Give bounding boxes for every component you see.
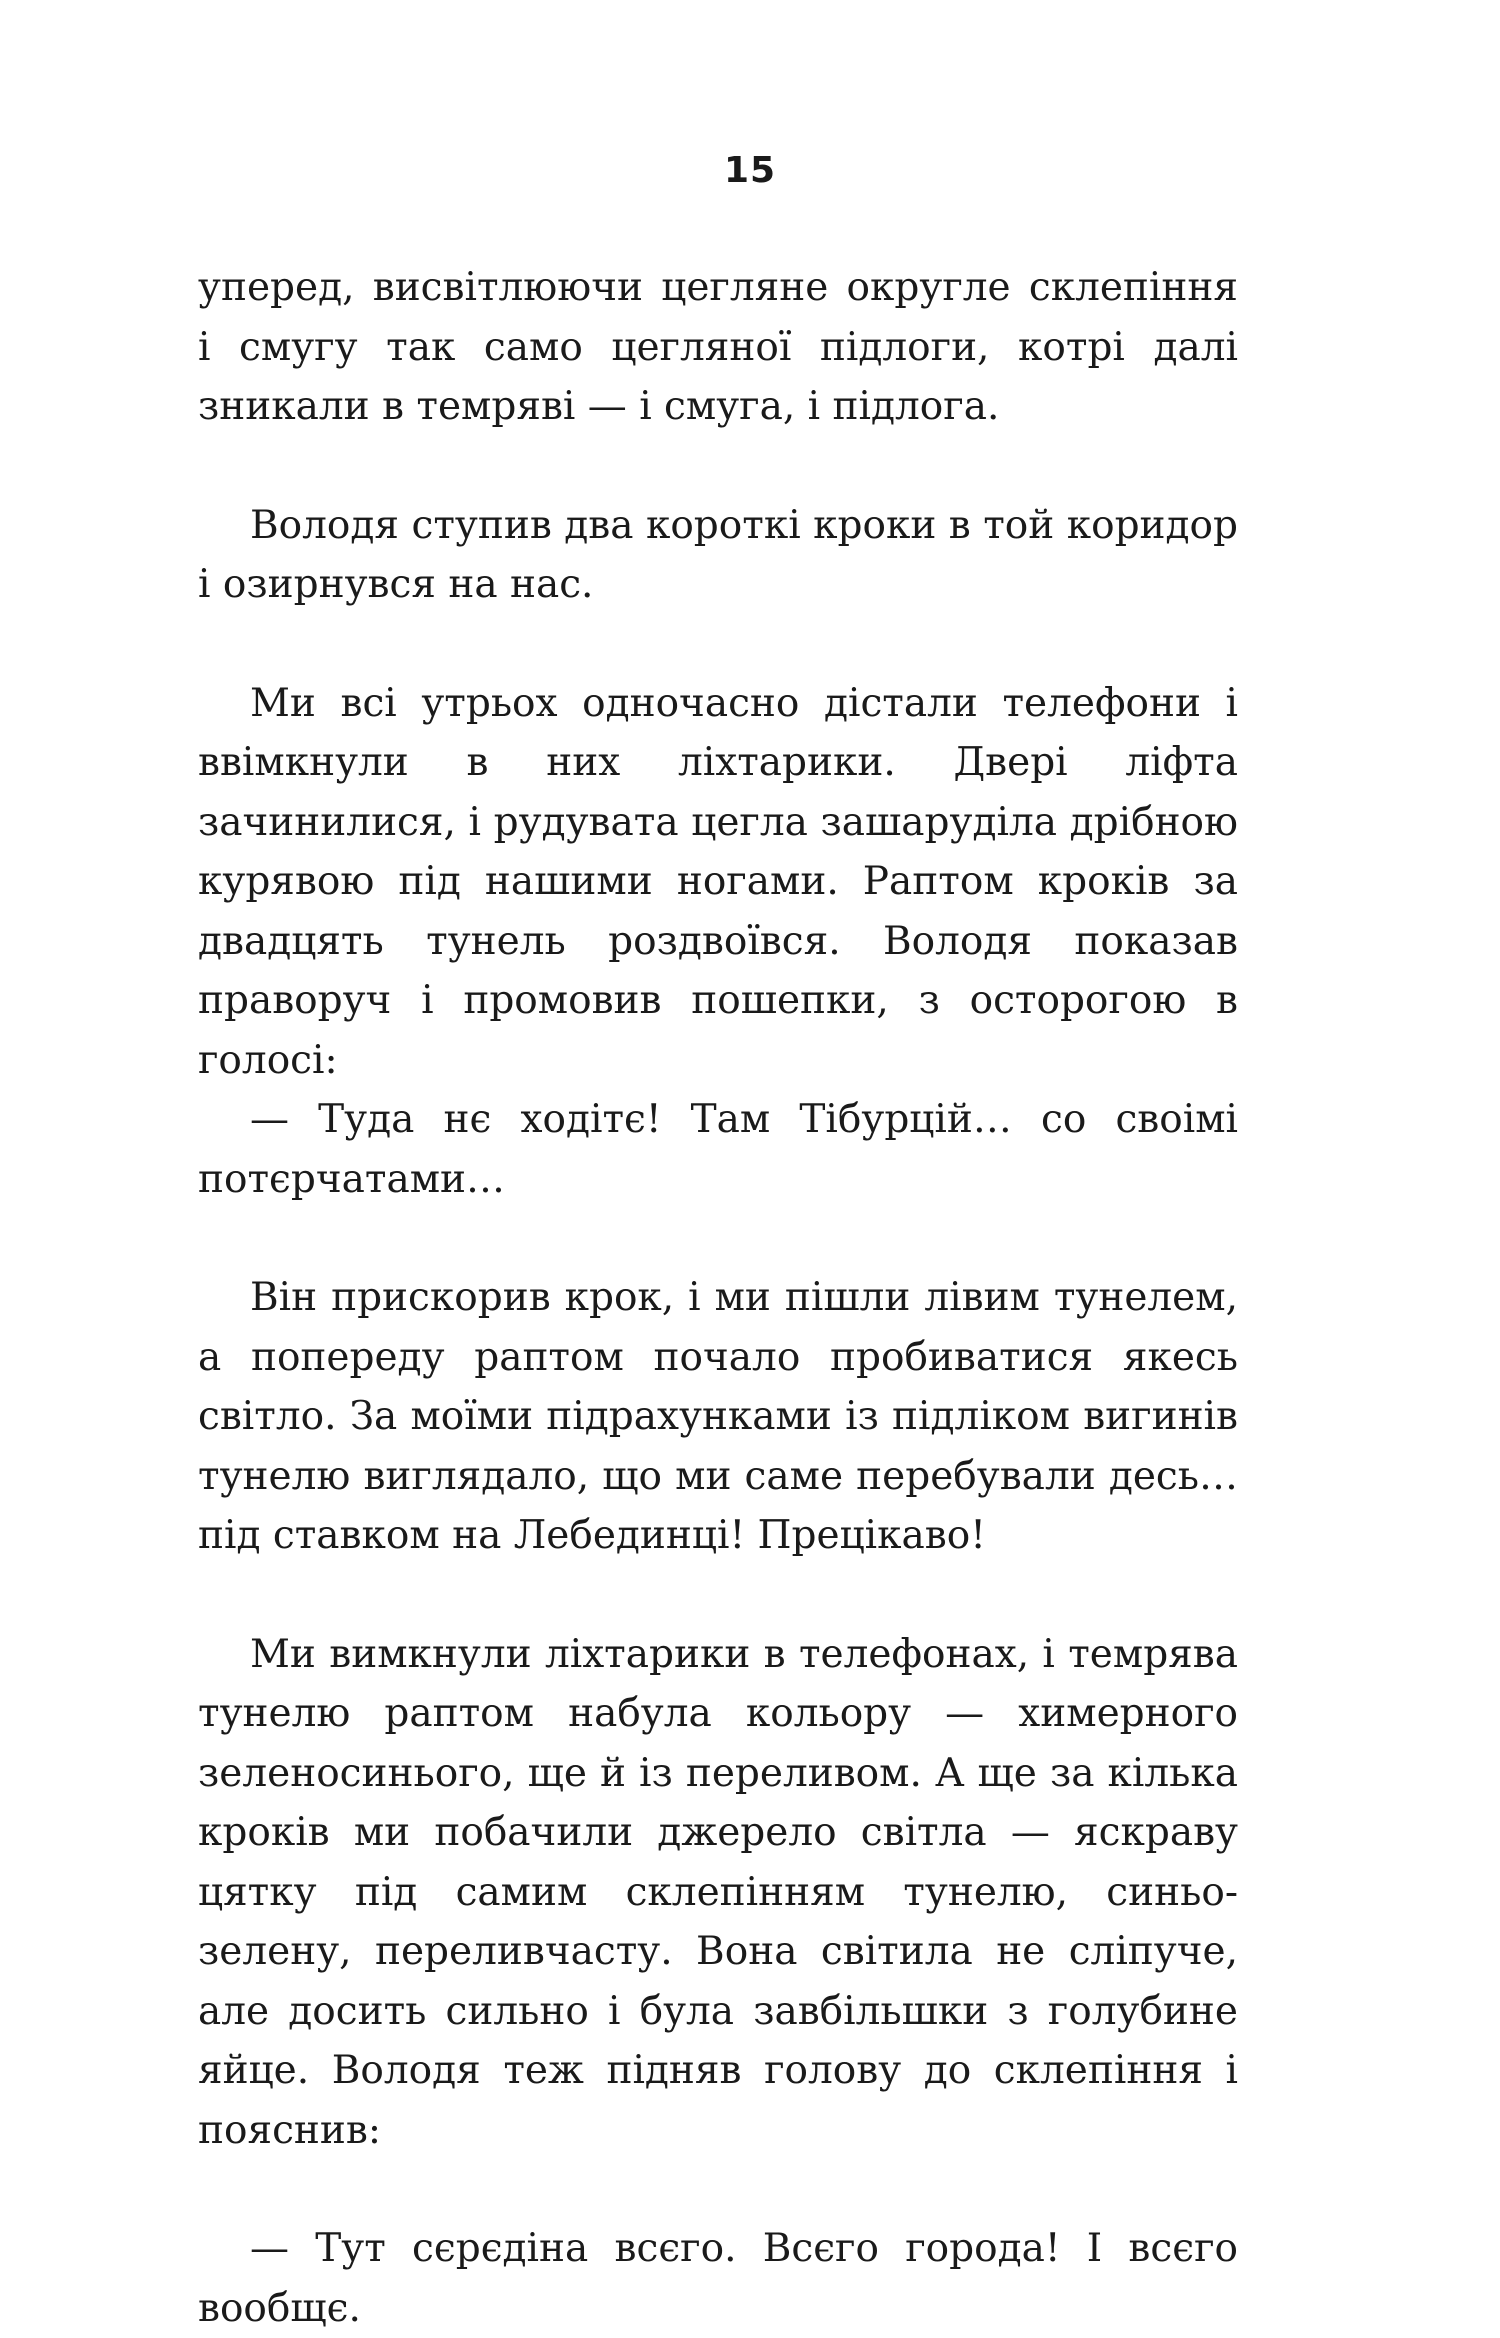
paragraph-5: Ми вимкнули ліхтарики в телефонах, і темрява тунелю раптом набула кольору — химерного зеленосинього, ще й із переливом. А ще за кілька кроків ми побачили джерело світла — яскраву цятку під самим склепінням тунелю, синьо-зелену, переливчасту. Вона світила не сліпуче, але досить сильно і була завбільшки з голубине яйце. Володя теж підняв голову до склепіння і пояснив: xyxy=(198,1631,1238,2153)
dialogue-line-2: — Тут сєрєдіна всєго. Всєго города! І всєго вообщє. xyxy=(198,2226,1238,2331)
dialogue-line-1: — Туда нє ходітє! Там Тібурцій… со своімі потєрчатами… xyxy=(198,1097,1238,1202)
paragraph-2: Володя ступив два короткі кроки в той коридор і озирнувся на нас. xyxy=(198,502,1238,607)
paragraph-4: Він прискорив крок, і ми пішли лівим тунелем, а попереду раптом почало пробиватися якесь світло. За моїми підрахунками із підліком вигинів тунелю виглядало, що ми саме перебували десь… під ставком на Лебединці! Прецікаво! xyxy=(198,1275,1238,1558)
paragraph-1: уперед, висвітлюючи цегляне округле склепіння і смугу так само цегляної підлоги, котрі далі зникали в темряві — і смуга, і підлога. xyxy=(198,265,1238,429)
body-text xyxy=(198,258,1238,2338)
page-number: 15 xyxy=(723,150,777,191)
paragraph-3: Ми всі утрьох одночасно дістали телефони і ввімкнули в них ліхтарики. Двері ліфта зачинилися, і рудувата цегла зашаруділа дрібною курявою під нашими ногами. Раптом кроків за двадцять тунель роздвоївся. Володя показав праворуч і промовив пошепки, з осторогою в голосі: xyxy=(198,680,1238,1083)
